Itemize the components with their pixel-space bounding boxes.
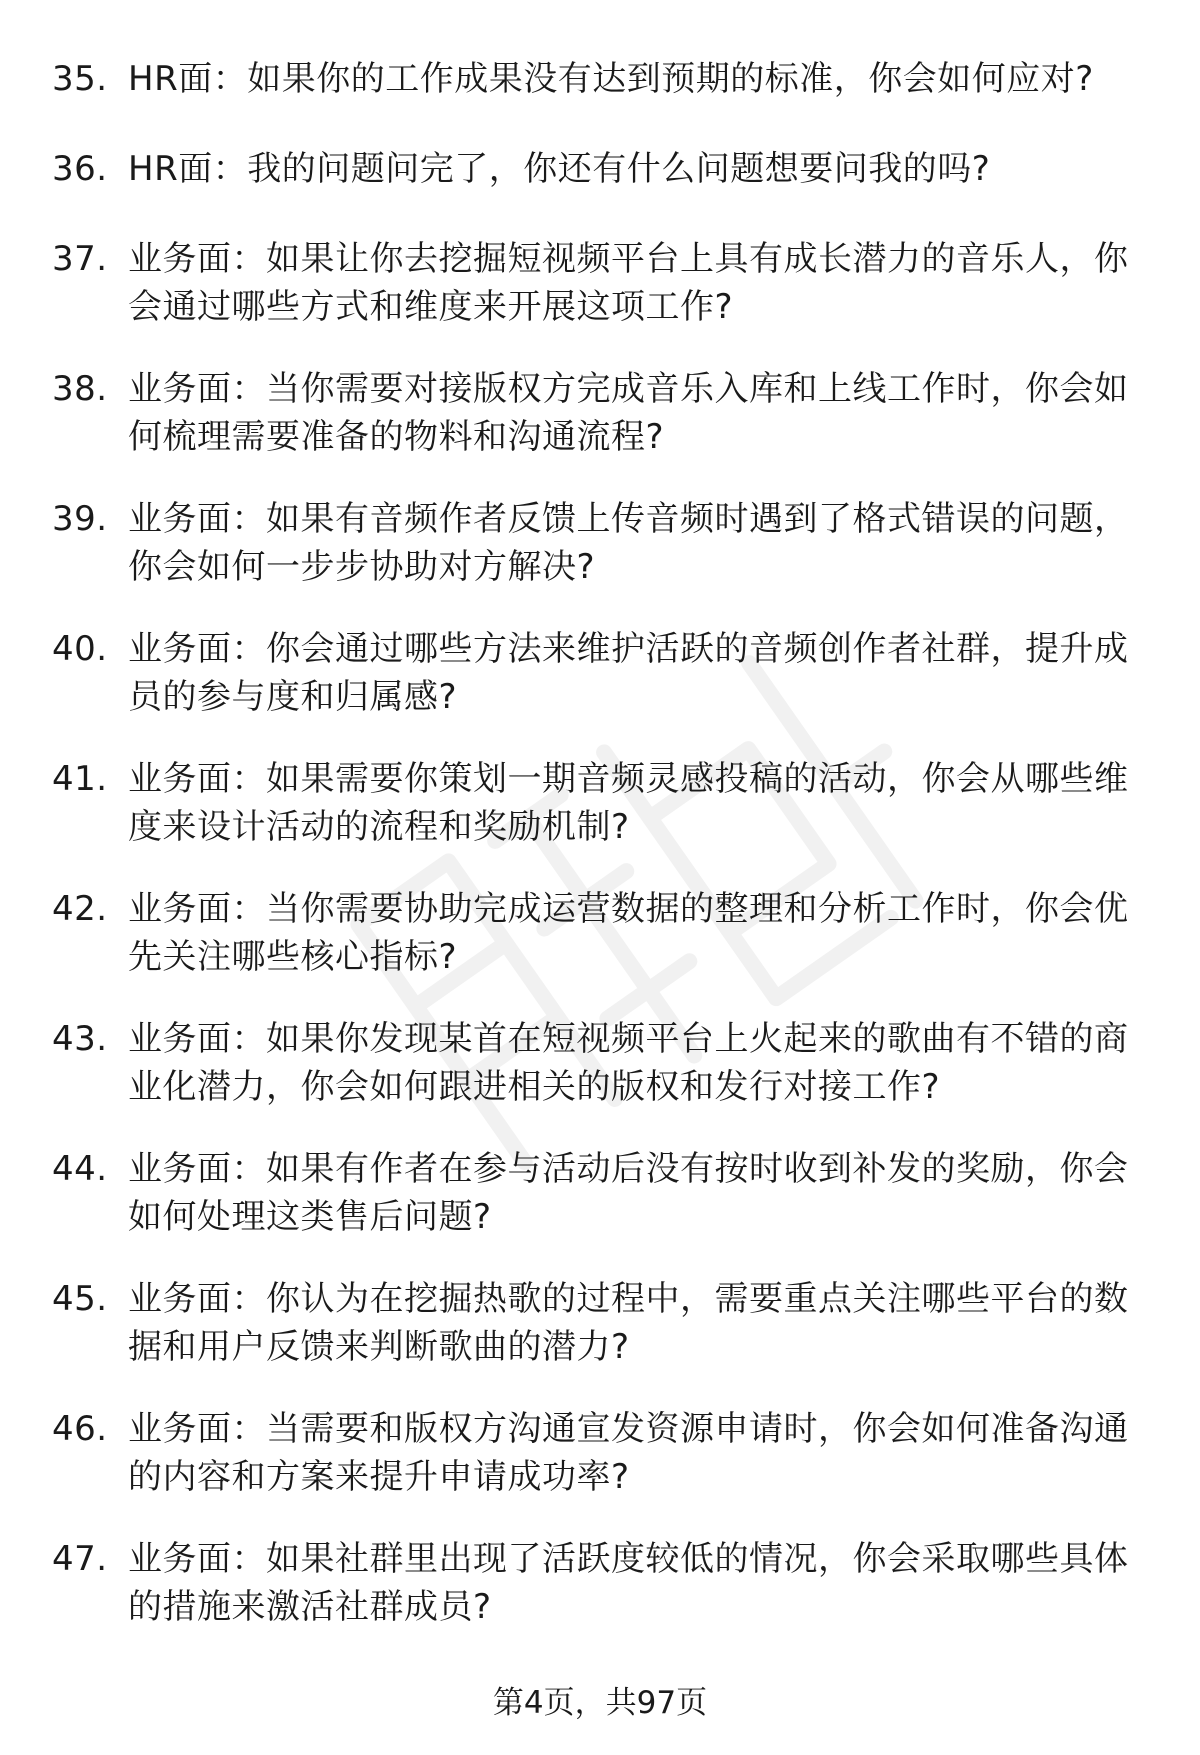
question-item [52, 55, 1152, 103]
question-item [52, 1405, 1152, 1501]
question-text: 业务面：你认为在挖掘热歌的过程中，需要重点关注哪些平台的数据和用户反馈来判断歌曲的潜力? [128, 1279, 1129, 1367]
question-text: 业务面：如果需要你策划一期音频灵感投稿的活动，你会从哪些维度来设计活动的流程和奖励机制? [128, 759, 1129, 847]
question-item [52, 1145, 1152, 1241]
question-list [52, 55, 1152, 1631]
question-text: 业务面：当需要和版权方沟通宣发资源申请时，你会如何准备沟通的内容和方案来提升申请成功率? [128, 1409, 1129, 1497]
question-item [52, 235, 1152, 331]
question-text: HR面：我的问题问完了，你还有什么问题想要问我的吗? [128, 149, 991, 189]
question-text: 业务面：如果有音频作者反馈上传音频时遇到了格式错误的问题，你会如何一步步协助对方解决? [128, 499, 1129, 587]
question-number: 46. [52, 1409, 108, 1449]
question-number: 39. [52, 499, 108, 539]
page-number-label: 第4页，共97页 [492, 1685, 708, 1721]
question-text: 业务面：如果让你去挖掘短视频平台上具有成长潜力的音乐人，你会通过哪些方式和维度来开展这项工作? [128, 239, 1129, 327]
question-text: 业务面：当你需要协助完成运营数据的整理和分析工作时，你会优先关注哪些核心指标? [128, 889, 1129, 977]
question-text: 业务面：如果社群里出现了活跃度较低的情况，你会采取哪些具体的措施来激活社群成员? [128, 1539, 1129, 1627]
question-number: 35. [52, 59, 108, 99]
question-text: HR面：如果你的工作成果没有达到预期的标准，你会如何应对? [128, 59, 1094, 99]
question-item [52, 145, 1152, 193]
question-number: 36. [52, 149, 108, 189]
question-item [52, 755, 1152, 851]
question-text: 业务面：如果你发现某首在短视频平台上火起来的歌曲有不错的商业化潜力，你会如何跟进相关的版权和发行对接工作? [128, 1019, 1129, 1107]
question-text: 业务面：当你需要对接版权方完成音乐入库和上线工作时，你会如何梳理需要准备的物料和沟通流程? [128, 369, 1129, 457]
question-number: 37. [52, 239, 108, 279]
question-item [52, 365, 1152, 461]
question-number: 47. [52, 1539, 108, 1579]
question-item [52, 1535, 1152, 1631]
question-text: 业务面：你会通过哪些方法来维护活跃的音频创作者社群，提升成员的参与度和归属感? [128, 629, 1129, 717]
question-number: 38. [52, 369, 108, 409]
question-item [52, 495, 1152, 591]
question-text: 业务面：如果有作者在参与活动后没有按时收到补发的奖励，你会如何处理这类售后问题? [128, 1149, 1129, 1237]
question-item [52, 1275, 1152, 1371]
question-number: 41. [52, 759, 108, 799]
question-item [52, 625, 1152, 721]
question-item [52, 885, 1152, 981]
question-number: 40. [52, 629, 108, 669]
question-number: 43. [52, 1019, 108, 1059]
question-number: 42. [52, 889, 108, 929]
question-number: 44. [52, 1149, 108, 1189]
page-footer [0, 1683, 1200, 1723]
question-item [52, 1015, 1152, 1111]
question-number: 45. [52, 1279, 108, 1319]
